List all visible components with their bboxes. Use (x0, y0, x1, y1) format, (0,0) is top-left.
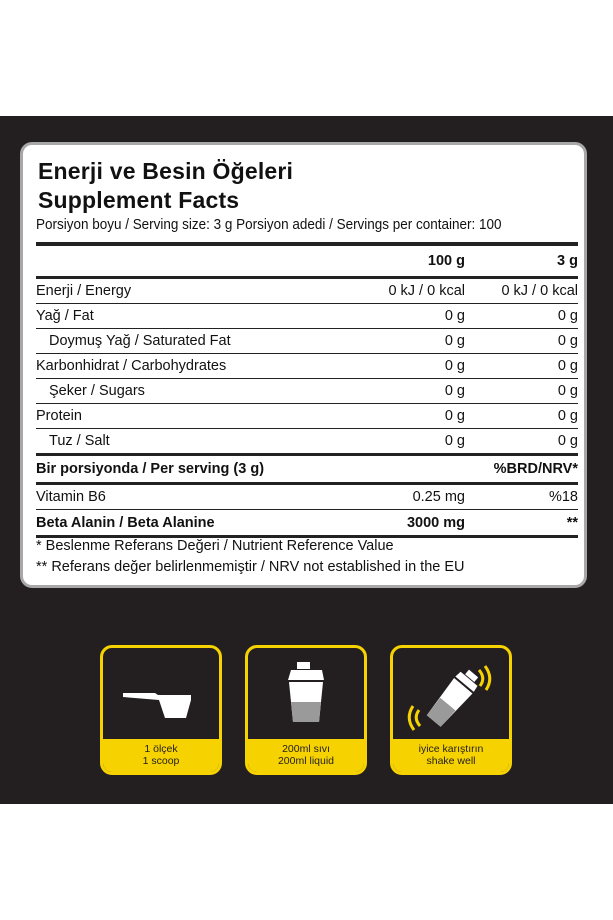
row-value-100g: 0 g (345, 429, 473, 455)
row-value-nrv: %18 (473, 484, 578, 510)
nrv-header: %BRD/NRV* (473, 455, 578, 484)
shaker-icon (248, 648, 364, 741)
row-value-nrv: ** (473, 510, 578, 537)
footnote-nrv: * Beslenme Referans Değeri / Nutrient Reference Value (36, 538, 394, 554)
row-label: Karbonhidrat / Carbohydrates (36, 354, 345, 379)
row-label: Şeker / Sugars (36, 379, 345, 404)
row-value-100g: 0 kJ / 0 kcal (345, 278, 473, 304)
row-label: Yağ / Fat (36, 304, 345, 329)
instruction-text-en: shake well (426, 755, 476, 767)
instruction-text-en: 1 scoop (142, 755, 180, 767)
title-turkish: Enerji ve Besin Öğeleri (38, 158, 294, 184)
label-panel (0, 116, 613, 804)
table-row (36, 429, 578, 455)
instruction-label (103, 739, 219, 772)
table-row (36, 379, 578, 404)
row-label: Protein (36, 404, 345, 429)
table-row (36, 484, 578, 510)
row-value-100g: 0 g (345, 379, 473, 404)
table-row (36, 329, 578, 354)
row-label: Beta Alanin / Beta Alanine (36, 510, 345, 537)
shake-icon (393, 648, 509, 741)
row-value-amount: 0.25 mg (345, 484, 473, 510)
nutrition-table (36, 242, 578, 538)
row-value-3g: 0 g (473, 304, 578, 329)
instruction-text-tr: 1 ölçek (144, 743, 178, 755)
instruction-label (248, 739, 364, 772)
instruction-card-scoop (100, 645, 222, 775)
row-label: Tuz / Salt (36, 429, 345, 455)
header-100g: 100 g (345, 244, 473, 278)
row-value-100g: 0 g (345, 329, 473, 354)
table-row (36, 354, 578, 379)
row-value-3g: 0 g (473, 404, 578, 429)
row-label: Vitamin B6 (36, 484, 345, 510)
row-value-3g: 0 g (473, 354, 578, 379)
row-label: Doymuş Yağ / Saturated Fat (36, 329, 345, 354)
row-label: Enerji / Energy (36, 278, 345, 304)
instruction-card-liquid (245, 645, 367, 775)
row-value-100g: 0 g (345, 304, 473, 329)
instruction-text-tr: iyice karıştırın (418, 743, 484, 755)
table-row (36, 404, 578, 429)
supplement-facts-box (20, 142, 587, 588)
per-serving-label: Bir porsiyonda / Per serving (3 g) (36, 455, 473, 484)
instruction-text-en: 200ml liquid (277, 755, 335, 767)
instruction-label (393, 739, 509, 772)
row-value-3g: 0 g (473, 329, 578, 354)
row-value-3g: 0 g (473, 379, 578, 404)
instruction-card-shake (390, 645, 512, 775)
row-value-3g: 0 g (473, 429, 578, 455)
per-serving-header-row (36, 455, 578, 484)
header-label (36, 244, 345, 278)
row-value-100g: 0 g (345, 404, 473, 429)
instruction-text-tr: 200ml sıvı (282, 743, 330, 755)
footnote-not-established: ** Referans değer belirlenmemiştir / NRV not established in the EU (36, 559, 465, 575)
table-header-row (36, 244, 578, 278)
row-value-3g: 0 kJ / 0 kcal (473, 278, 578, 304)
title-english: Supplement Facts (38, 187, 240, 213)
serving-info: Porsiyon boyu / Serving size: 3 g Porsiyon adedi / Servings per container: 100 (36, 217, 502, 233)
row-value-amount: 3000 mg (345, 510, 473, 537)
table-row (36, 510, 578, 537)
scoop-icon (103, 648, 219, 741)
table-row (36, 304, 578, 329)
row-value-100g: 0 g (345, 354, 473, 379)
header-3g: 3 g (473, 244, 578, 278)
table-row (36, 278, 578, 304)
